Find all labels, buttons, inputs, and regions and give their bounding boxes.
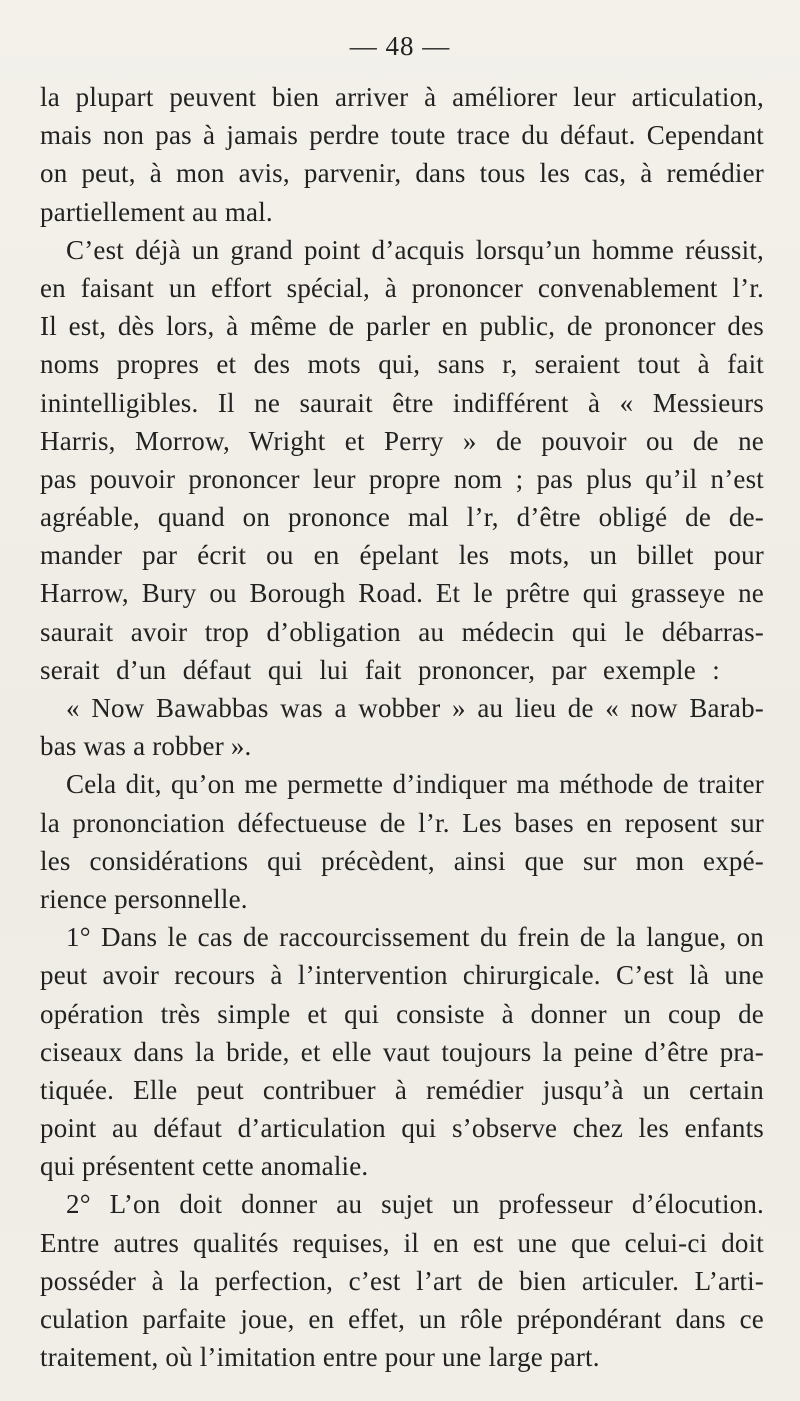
text-line: C’est déjà un grand point d’acquis lorsqu’un homme réussit, <box>66 234 764 265</box>
text-line: on peut, à mon avis, parvenir, dans tous les cas, à remédier <box>40 158 764 189</box>
text-line: 1° Dans le cas de raccourcissement du frein de la langue, on <box>66 922 764 953</box>
text-line: Cela dit, qu’on me permette d’indiquer ma méthode de traiter <box>66 769 764 800</box>
paragraph <box>40 78 764 231</box>
text-line: les considérations qui précèdent, ainsi que sur mon expé- <box>40 845 764 876</box>
text-line: tiquée. Elle peut contribuer à remédier jusqu’à un certain <box>40 1074 764 1105</box>
text-line: inintelligibles. Il ne saurait être indifférent à « Messieurs <box>40 387 764 418</box>
text-line: point au défaut d’articulation qui s’observe chez les enfants <box>40 1113 764 1144</box>
body-text <box>40 78 764 1376</box>
text-line: la prononciation défectueuse de l’r. Les bases en reposent sur <box>40 807 764 838</box>
text-line: opération très simple et qui consiste à donner un coup de <box>40 998 764 1029</box>
page-number: — 48 — <box>349 31 451 61</box>
text-line: culation parfaite joue, en effet, un rôle prépondérant dans ce <box>40 1304 764 1334</box>
paragraph <box>40 765 764 918</box>
text-line: rience personnelle. <box>40 883 248 914</box>
text-line: en faisant un effort spécial, à prononcer convenablement l’r. <box>40 272 764 303</box>
text-line: « Now Bawabbas was a wobber » au lieu de « now Barab- <box>66 693 764 723</box>
text-line: traitement, où l’imitation entre pour une large part. <box>40 1342 600 1373</box>
text-line: qui présentent cette anomalie. <box>40 1151 369 1182</box>
text-line: partiellement au mal. <box>40 196 273 227</box>
text-line: 2° L’on doit donner au sujet un professeur d’élocution. <box>66 1189 764 1220</box>
text-line: bas was a robber ». <box>40 731 252 762</box>
text-line: Il est, dès lors, à même de parler en public, de prononcer des <box>40 311 764 342</box>
text-line: mander par écrit ou en épelant les mots, un billet pour <box>40 540 764 571</box>
text-line: pas pouvoir prononcer leur propre nom ; pas plus qu’il n’est <box>40 463 764 494</box>
text-line: Entre autres qualités requises, il en est une que celui-ci doit <box>40 1227 764 1258</box>
paragraph <box>40 1185 764 1376</box>
text-line: serait d’un défaut qui lui fait prononcer, par exemple : <box>40 654 720 685</box>
text-line: posséder à la perfection, c’est l’art de bien articuler. L’arti- <box>40 1265 764 1296</box>
paragraph <box>40 918 764 1185</box>
text-line: ciseaux dans la bride, et elle vaut toujours la peine d’être pra- <box>40 1036 764 1067</box>
text-line: noms propres et des mots qui, sans r, seraient tout à fait <box>40 349 764 380</box>
paragraph <box>40 231 764 766</box>
text-line: saurait avoir trop d’obligation au médecin qui le débarras- <box>40 616 764 647</box>
text-line: mais non pas à jamais perdre toute trace du défaut. Cependant <box>40 120 764 151</box>
text-line: agréable, quand on prononce mal l’r, d’être obligé de de- <box>40 502 764 533</box>
text-line: Harris, Morrow, Wright et Perry » de pouvoir ou de ne <box>40 425 764 456</box>
text-line: peut avoir recours à l’intervention chirurgicale. C’est là une <box>40 960 764 991</box>
text-line: Harrow, Bury ou Borough Road. Et le prêtre qui grasseye ne <box>40 578 764 609</box>
text-line: la plupart peuvent bien arriver à améliorer leur articulation, <box>40 82 764 112</box>
